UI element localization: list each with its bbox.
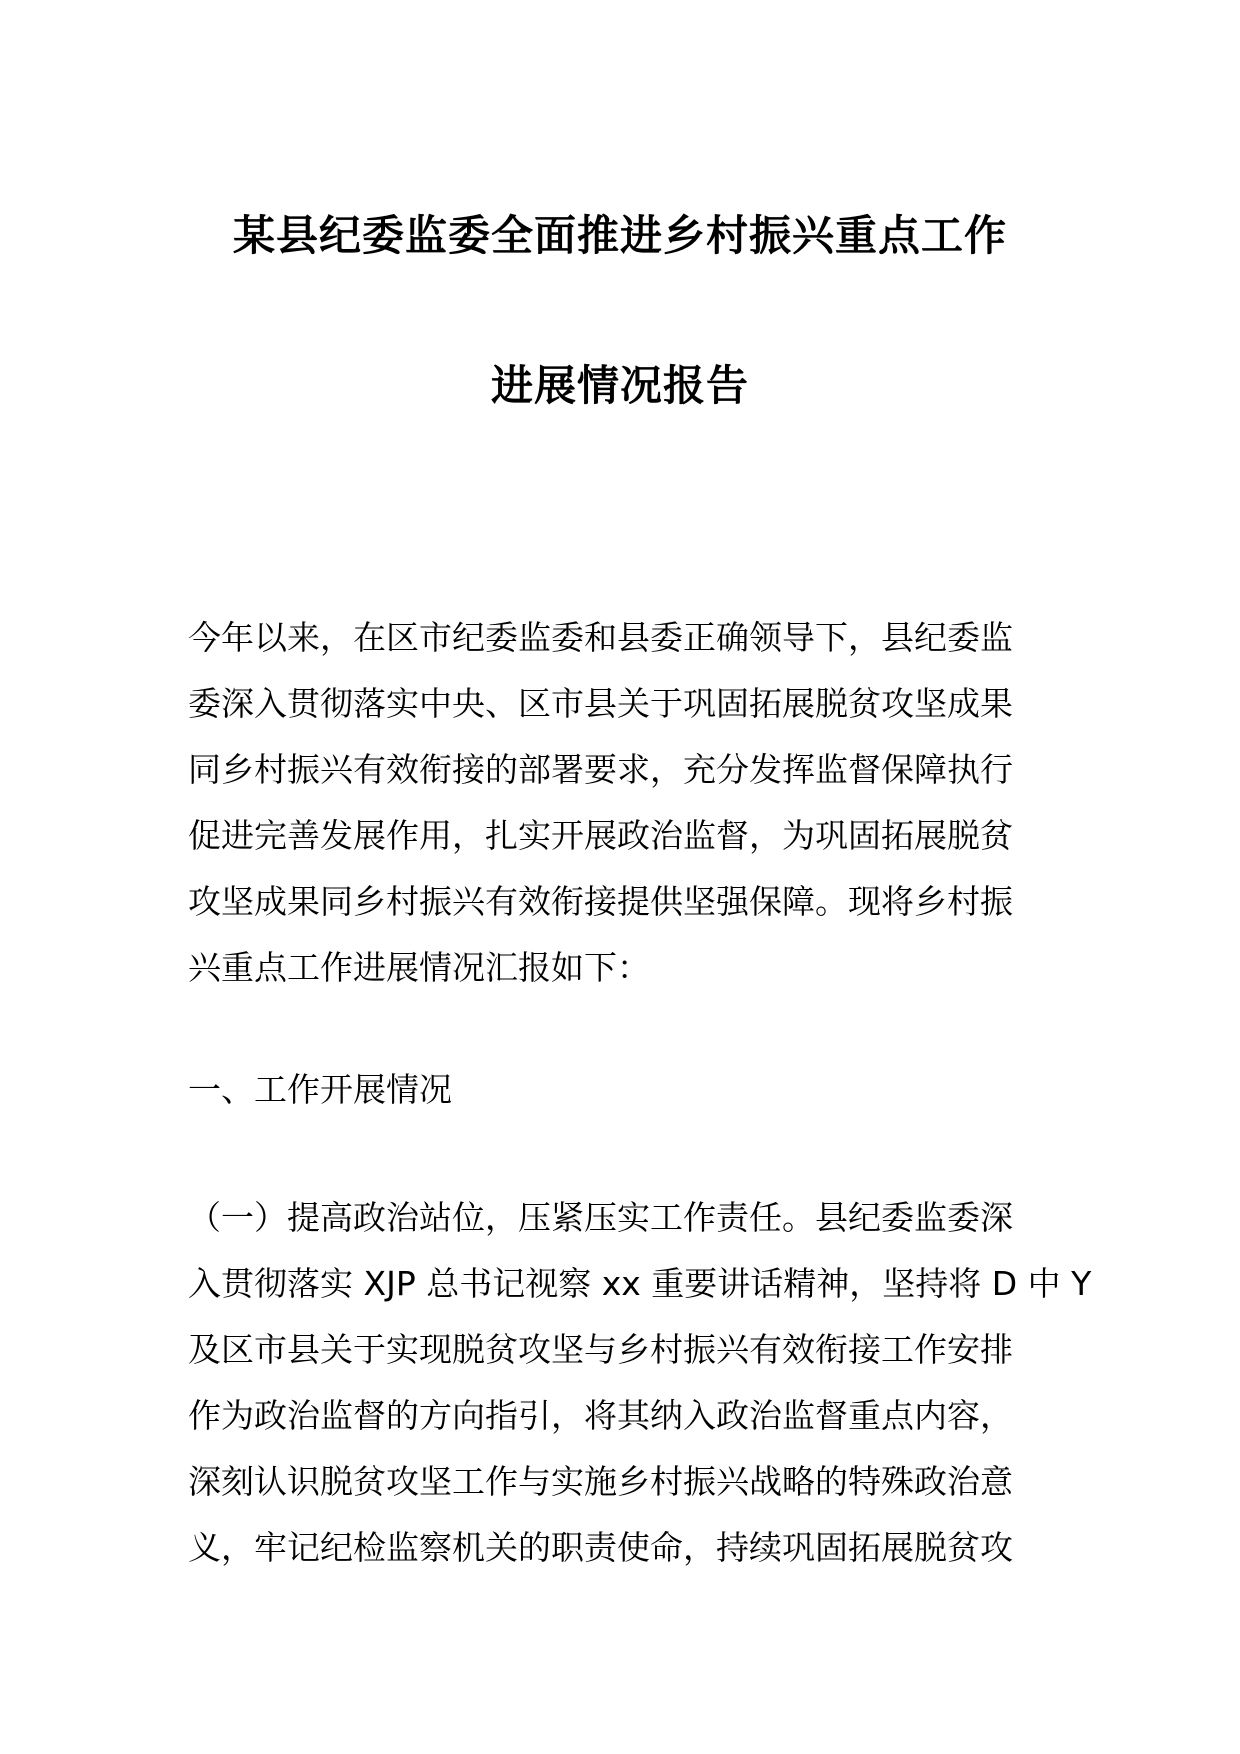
paragraph-line: 委深入贯彻落实中央、区市县关于巩固拓展脱贫攻坚成果 xyxy=(188,684,1013,723)
paragraph-line: 促进完善发展作用，扎实开展政治监督，为巩固拓展脱贫 xyxy=(188,816,1013,855)
document-title-line-2: 进展情况报告 xyxy=(490,361,749,410)
paragraph-line: 入贯彻落实 XJP 总书记视察 xx 重要讲话精神，坚持将 D 中 Y xyxy=(188,1264,1092,1303)
paragraph-line: 今年以来，在区市纪委监委和县委正确领导下，县纪委监 xyxy=(188,618,1013,657)
section-heading xyxy=(188,1057,1068,1123)
paragraph-line: 攻坚成果同乡村振兴有效衔接提供坚强保障。现将乡村振 xyxy=(188,882,1013,921)
paragraph-line: 及区市县关于实现脱贫攻坚与乡村振兴有效衔接工作安排 xyxy=(188,1330,1013,1369)
paragraph-line: 深刻认识脱贫攻坚工作与实施乡村振兴战略的特殊政治意 xyxy=(188,1462,1013,1501)
section-heading-text: 一、工作开展情况 xyxy=(188,1070,452,1109)
paragraph-line: 作为政治监督的方向指引，将其纳入政治监督重点内容， xyxy=(188,1396,1013,1435)
paragraph-line: （一）提高政治站位，压紧压实工作责任。县纪委监委深 xyxy=(188,1198,1013,1237)
paragraph-line: 义，牢记纪检监察机关的职责使命，持续巩固拓展脱贫攻 xyxy=(188,1528,1013,1567)
paragraph-line: 兴重点工作进展情况汇报如下： xyxy=(188,948,650,987)
document-title-line-1: 某县纪委监委全面推进乡村振兴重点工作 xyxy=(232,211,1007,260)
intro-paragraph xyxy=(188,605,1068,1001)
section-paragraph xyxy=(188,1185,1092,1581)
paragraph-line: 同乡村振兴有效衔接的部署要求，充分发挥监督保障执行 xyxy=(188,750,1013,789)
